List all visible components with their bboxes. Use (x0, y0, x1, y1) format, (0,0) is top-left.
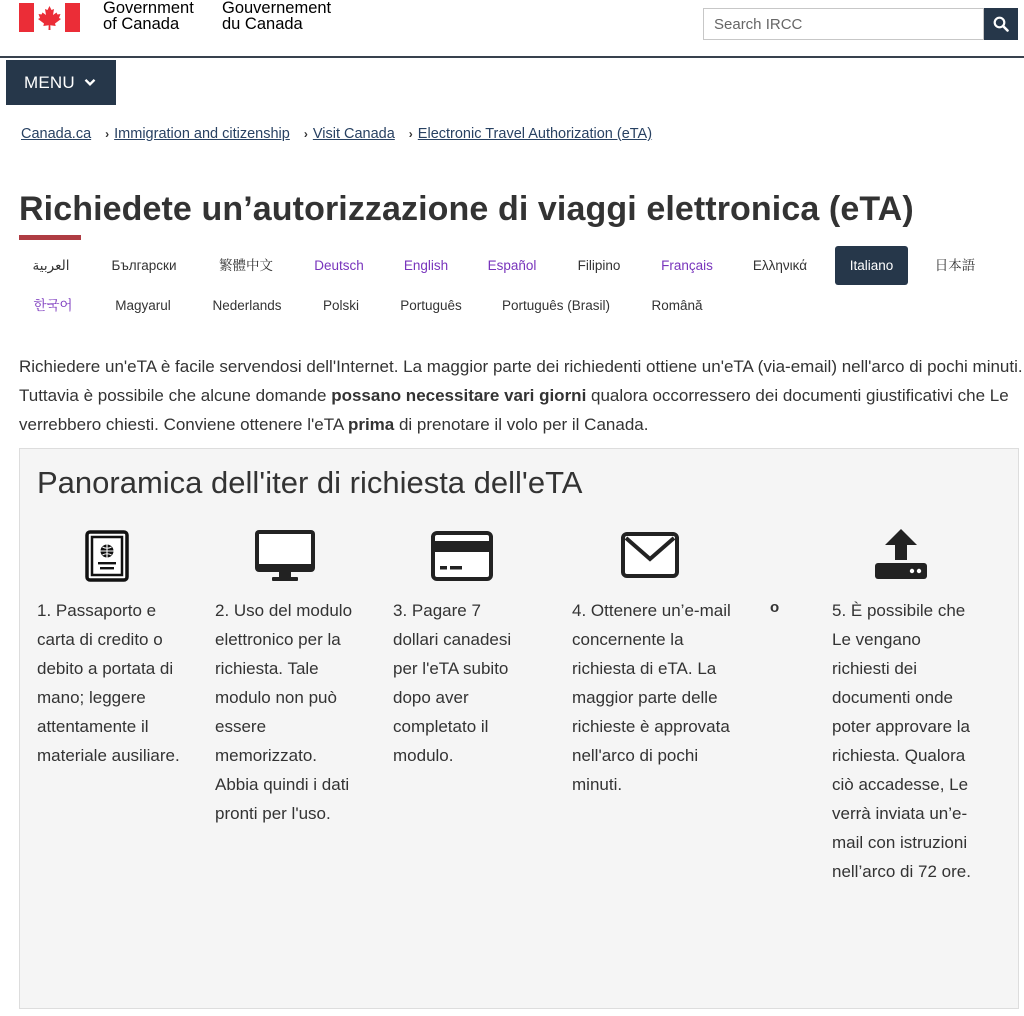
step-4-text: 4. Ottenere un’e-mail concernente la richiesta di eTA. La maggior parte delle richieste è approvata nell'arco di pochi minuti. (572, 601, 731, 794)
passport-icon (85, 530, 129, 582)
step-1-text: 1. Passaporto e carta di credito o debito a portata di mano; leggere attentamente il materiale ausiliare. (37, 601, 180, 765)
intro-bold-text: possano necessitare vari giorni (331, 386, 587, 405)
step-2-text: 2. Uso del modulo elettronico per la richiesta. Tale modulo non può essere memorizzato. Abbia quindi i dati pronti per l'uso. (215, 601, 353, 823)
language-link-chinese-traditional[interactable]: 繁體中文 (219, 258, 273, 273)
monitor-icon (254, 529, 316, 583)
language-link-polish[interactable]: Polski (322, 298, 359, 313)
step-5-text: 5. È possibile che Le vengano richiesti dei documenti onde poter approvare la richiesta. Qualora ciò accadesse, Le verrà inviata un’e-mail con istruzioni nell’arco di 72 ore. (832, 601, 971, 881)
breadcrumb-link-immigration[interactable]: Immigration and citizenship (114, 126, 290, 142)
chevron-right-icon: › (303, 127, 308, 141)
language-link-arabic[interactable]: العربية (32, 258, 70, 273)
intro-text: Richiedere un'eTA è facile servendosi dell'Internet. La maggior parte dei richiedenti ottiene un'eTA (via-email) nell'arco di pochi minuti. Tuttavia è possibile che alcune domande (19, 357, 1023, 405)
breadcrumb (21, 126, 652, 142)
language-link-romanian[interactable]: Română (651, 298, 703, 313)
search-icon (993, 16, 1009, 32)
intro-text: di prenotare il volo per il Canada. (394, 415, 649, 434)
page-title: Richiedete un’autorizzazione di viaggi elettronica (eTA) (19, 190, 914, 228)
language-link-greek[interactable]: Ελληνικά (752, 258, 808, 273)
credit-card-icon (431, 531, 493, 581)
language-link-japanese[interactable]: 日本語 (934, 258, 976, 273)
step-3-text: 3. Pagare 7 dollari canadesi per l'eTA subito dopo aver completato il modulo. (393, 601, 512, 765)
language-link-bulgarian[interactable]: Български (111, 258, 177, 273)
intro-text: qualora occorressero dei documenti giustificativi che Le verrebbero chiesti. Conviene ottenere l'eTA (19, 386, 1009, 434)
title-underline (19, 235, 81, 240)
panel-title: Panoramica dell'iter di richiesta dell'eTA (37, 465, 583, 500)
intro-paragraph (19, 352, 1024, 439)
language-link-korean[interactable]: 한국어 (33, 298, 73, 313)
chevron-right-icon: › (408, 127, 413, 141)
signature-line: of Canada (103, 15, 180, 33)
envelope-icon (621, 532, 679, 578)
language-link-french[interactable]: Français (661, 258, 713, 273)
language-link-portuguese[interactable]: Português (400, 298, 462, 313)
language-link-spanish[interactable]: Español (487, 258, 537, 273)
intro-bold-text: prima (347, 415, 395, 434)
signature-line: Gouvernement (222, 0, 332, 17)
language-link-english[interactable]: English (403, 258, 449, 273)
signature-line: du Canada (222, 15, 303, 33)
or-label: o (770, 599, 780, 616)
menu-label: MENU (24, 72, 75, 92)
breadcrumb-link-canada[interactable]: Canada.ca (21, 126, 92, 142)
government-signature-fr[interactable] (222, 0, 331, 32)
breadcrumb-link-visit-canada[interactable]: Visit Canada (312, 126, 395, 142)
upload-icon (874, 527, 928, 581)
canada-flag-icon[interactable] (19, 3, 80, 32)
menu-button[interactable] (6, 60, 116, 105)
language-link-italian[interactable]: Italiano (835, 246, 908, 285)
search-button[interactable] (984, 8, 1018, 40)
chevron-right-icon: › (105, 127, 110, 141)
application-overview-panel (19, 448, 1019, 1009)
language-link-portuguese-brazil[interactable]: Português (Brasil) (501, 298, 611, 313)
government-signature-en[interactable] (103, 0, 194, 32)
chevron-down-icon (84, 78, 96, 87)
search-input[interactable] (703, 8, 984, 40)
language-link-german[interactable]: Deutsch (314, 258, 364, 273)
language-list (0, 246, 1024, 326)
site-header (0, 0, 1024, 58)
language-link-hungarian[interactable]: Magyarul (115, 298, 171, 313)
language-link-filipino[interactable]: Filipino (577, 258, 621, 273)
signature-line: Government (103, 0, 194, 17)
breadcrumb-link-eta[interactable]: Electronic Travel Authorization (eTA) (417, 126, 653, 142)
language-link-dutch[interactable]: Nederlands (212, 298, 282, 313)
